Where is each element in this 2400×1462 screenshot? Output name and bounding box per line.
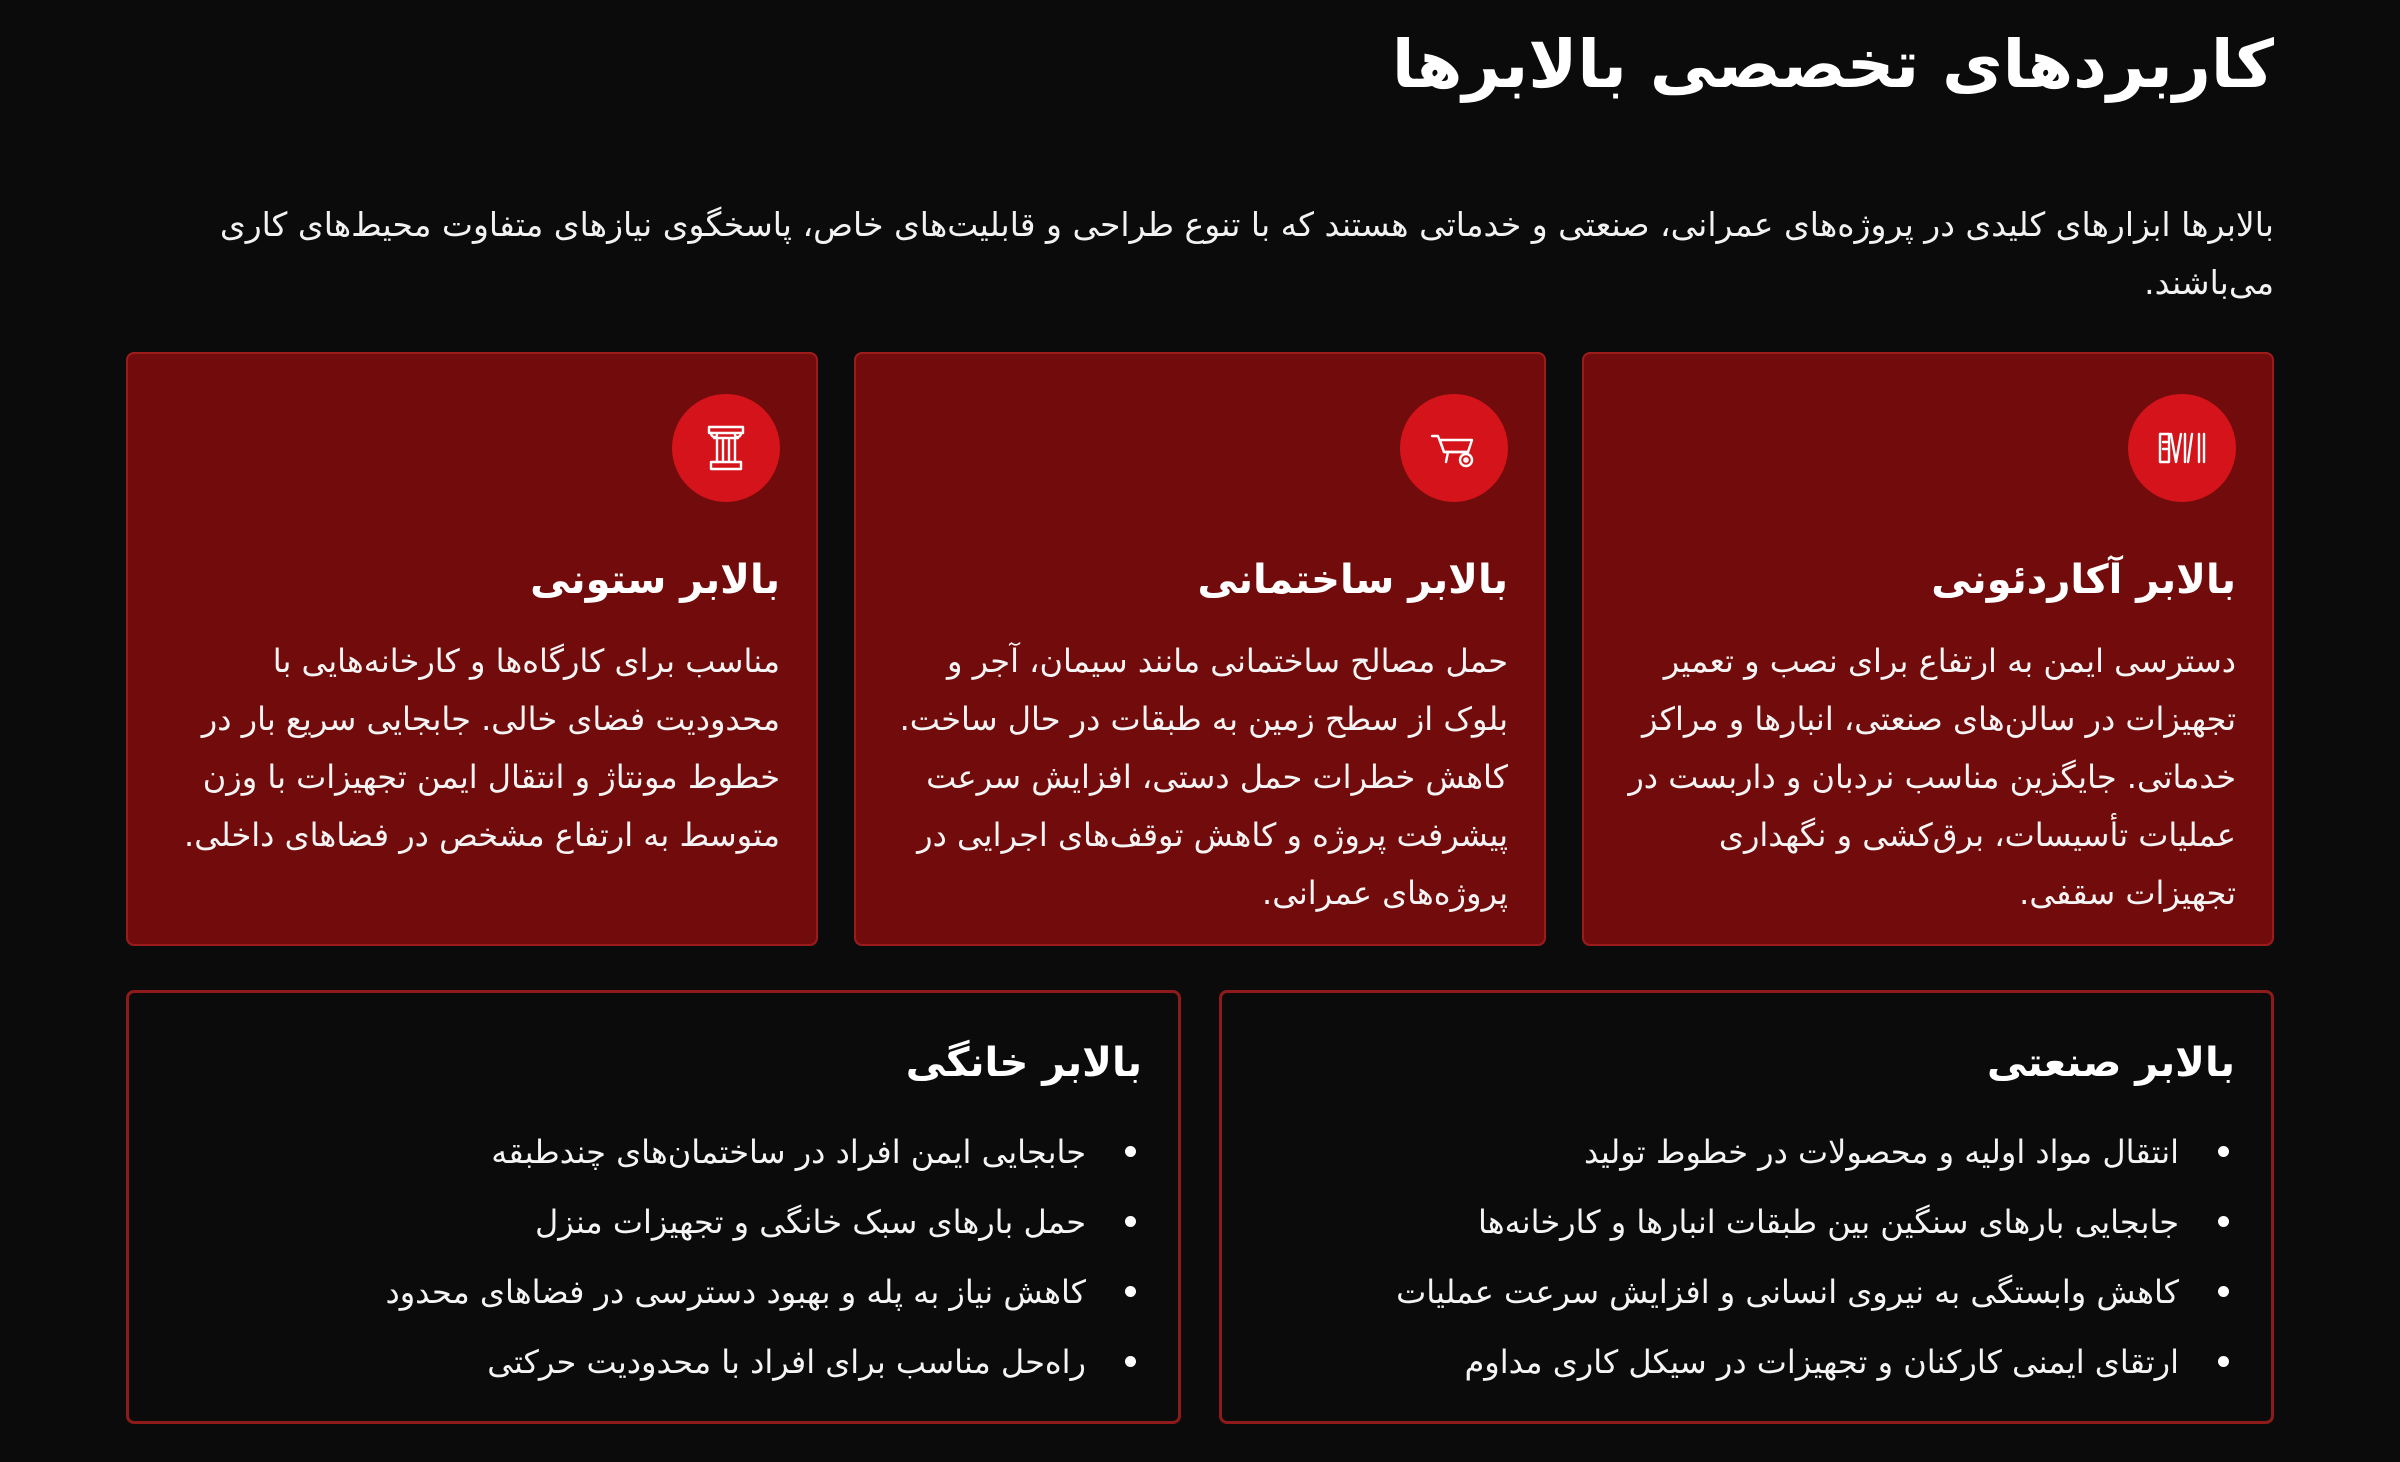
bullet-icon [1125,1146,1136,1157]
list-title: بالابر صنعتی [1986,1040,2235,1086]
bullet-list [1258,1117,2235,1397]
list-item-text: کاهش نیاز به پله و بهبود دسترسی در فضاهای محدود [385,1273,1086,1311]
accordion-lift-icon [2128,394,2236,502]
card-title: بالابر آکاردئونی [1931,557,2236,603]
card-description: حمل مصالح ساختمانی مانند سیمان، آجر و بلوک از سطح زمین به طبقات در حال ساخت. کاهش خطرات حمل دستی، افزایش سرعت پیشرفت پروژه و کاهش توقف‌های اجرایی در پروژه‌های عمرانی. [899,642,1508,912]
list-item-text: کاهش وابستگی به نیروی انسانی و افزایش سرعت عملیات [1396,1273,2179,1311]
list-item [165,1187,1142,1257]
bullet-icon [1125,1216,1136,1227]
card-construction-lift [854,352,1546,946]
card-title: بالابر ستونی [530,557,780,603]
list-item-text: حمل بارهای سبک خانگی و تجهیزات منزل [534,1203,1086,1241]
list-item-text: ارتقای ایمنی کارکنان و تجهیزات در سیکل کاری مداوم [1464,1343,2179,1381]
card-title: بالابر ساختمانی [1197,557,1508,603]
intro-paragraph: بالابرها ابزارهای کلیدی در پروژه‌های عمرانی، صنعتی و خدماتی هستند که با تنوع طراحی و قابلیت‌های خاص، پاسخگوی نیازهای متفاوت محیط‌های کاری می‌باشند. [219,205,2274,302]
list-item [165,1327,1142,1397]
list-item [1258,1117,2235,1187]
list-card-industrial [1219,990,2274,1424]
list-item [165,1117,1142,1187]
list-item [1258,1187,2235,1257]
bullet-icon [1125,1356,1136,1367]
bullet-icon [2218,1286,2229,1297]
bullet-icon [2218,1216,2229,1227]
bullet-icon [1125,1286,1136,1297]
bullet-icon [2218,1356,2229,1367]
list-item-text: راه‌حل مناسب برای افراد با محدودیت حرکتی [487,1343,1086,1381]
card-description: مناسب برای کارگاه‌ها و کارخانه‌هایی با محدودیت فضای خالی. جابجایی سریع بار در خطوط مونتاژ و انتقال ایمن تجهیزات با وزن متوسط به ارتفاع مشخص در فضاهای داخلی. [184,642,780,854]
list-item [165,1257,1142,1327]
card-accordion-lift [1582,352,2274,946]
card-description: دسترسی ایمن به ارتفاع برای نصب و تعمیر تجهیزات در سالن‌های صنعتی، انبارها و مراکز خدماتی. جایگزین مناسب نردبان و داربست در عملیات تأسیسات، برق‌کشی و نگهداری تجهیزات سقفی. [1628,642,2236,912]
wheelbarrow-icon [1400,394,1508,502]
card-column-lift [126,352,818,946]
bullet-icon [2218,1146,2229,1157]
list-card-home [126,990,1181,1424]
list-title: بالابر خانگی [905,1040,1142,1086]
column-icon [672,394,780,502]
list-item-text: جابجایی ایمن افراد در ساختمان‌های چندطبقه [491,1133,1086,1171]
list-item [1258,1327,2235,1397]
list-item-text: انتقال مواد اولیه و محصولات در خطوط تولید [1584,1133,2179,1171]
feature-cards [126,352,2274,946]
bullet-list [165,1117,1142,1397]
list-item [1258,1257,2235,1327]
page-title: کاربردهای تخصصی بالابرها [1391,26,2274,103]
list-item-text: جابجایی بارهای سنگین بین طبقات انبارها و کارخانه‌ها [1477,1203,2179,1241]
application-lists [126,990,2274,1424]
